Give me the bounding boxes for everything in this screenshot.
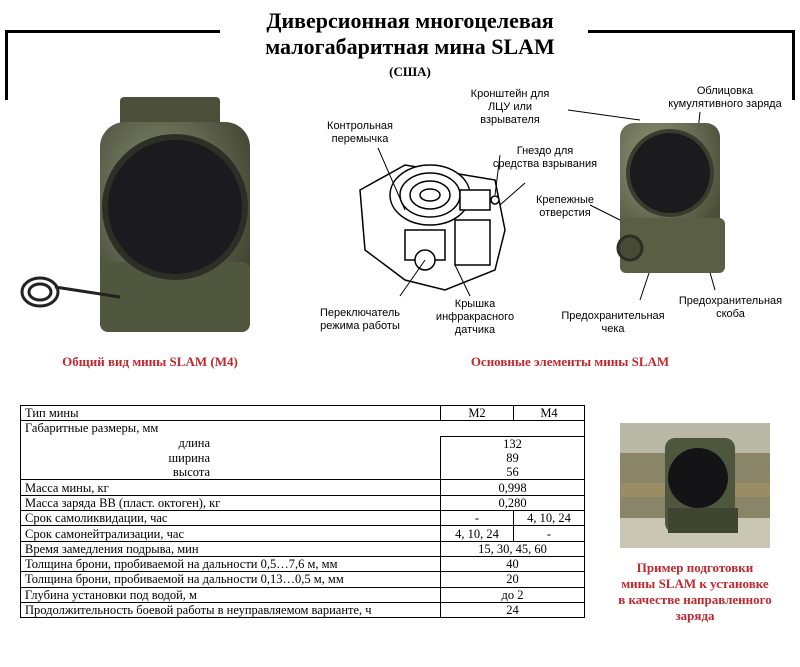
- callout-charge-liner: Облицовка кумулятивного заряда: [668, 85, 782, 110]
- self-destruct-m4: 4, 10, 24: [514, 511, 585, 526]
- main-elements-caption: Основные элементы мины SLAM: [470, 354, 670, 369]
- mass-label: Масса мины, кг: [21, 480, 441, 495]
- table-row: [21, 465, 585, 480]
- callout-detonator-socket: Гнездо для средства взрывания: [492, 145, 598, 170]
- dim-height-label: высота: [21, 465, 441, 480]
- general-view-caption: Общий вид мины SLAM (M4): [62, 354, 238, 369]
- delay-label: Время замедления подрыва, мин: [21, 541, 441, 556]
- callout-safety-clip: Предохранительная скоба: [678, 295, 783, 320]
- armor-far-value: 40: [441, 556, 585, 571]
- header-label: Тип мины: [21, 406, 441, 421]
- callout-ir-cover: Крышка инфракрасного датчика: [435, 298, 515, 336]
- self-neutral-label: Срок самонейтрализации, час: [21, 526, 441, 541]
- armor-near-value: 20: [441, 572, 585, 587]
- page-title: Диверсионная многоцелевая малогабаритная мина SLAM: [265, 8, 555, 59]
- header-m2: M2: [441, 406, 514, 421]
- dim-width-label: ширина: [21, 451, 441, 465]
- dim-height-value: 56: [441, 465, 585, 480]
- self-neutral-m4: -: [514, 526, 585, 541]
- callout-safety-pin: Предохранительная чека: [561, 310, 665, 335]
- duration-value: 24: [441, 602, 585, 617]
- depth-value: до 2: [441, 587, 585, 602]
- table-row: [21, 556, 585, 571]
- mine-elements-image: [600, 118, 735, 288]
- table-row: [21, 587, 585, 602]
- armor-near-label: Толщина брони, пробиваемой на дальности 0,13…0,5 м, мм: [21, 572, 441, 587]
- table-row: [21, 421, 585, 436]
- callout-bracket: Кронштейн для ЛЦУ или взрывателя: [470, 88, 550, 126]
- table-row: [21, 572, 585, 587]
- charge-mass-value: 0,280: [441, 495, 585, 510]
- callout-mode-switch: Переключатель режима работы: [319, 307, 401, 332]
- self-destruct-label: Срок самоликвидации, час: [21, 511, 441, 526]
- depth-label: Глубина установки под водой, м: [21, 587, 441, 602]
- dim-length-label: длина: [21, 436, 441, 451]
- self-neutral-m2: 4, 10, 24: [441, 526, 514, 541]
- armor-far-label: Толщина брони, пробиваемой на дальности 0,5…7,6 м, мм: [21, 556, 441, 571]
- country-label: (США): [389, 64, 431, 79]
- mass-value: 0,998: [441, 480, 585, 495]
- mine-installation-example-image: [620, 423, 770, 548]
- self-destruct-m2: -: [441, 511, 514, 526]
- table-row: [21, 480, 585, 495]
- table-row: [21, 541, 585, 556]
- table-row: [21, 436, 585, 451]
- installation-example-caption: Пример подготовки мины SLAM к установке в качестве направленного заряда: [618, 560, 772, 623]
- table-row: [21, 602, 585, 617]
- table-row: [21, 511, 585, 526]
- specification-table: [20, 405, 585, 618]
- dim-length-value: 132: [441, 436, 585, 451]
- charge-mass-label: Масса заряда ВВ (пласт. октоген), кг: [21, 495, 441, 510]
- delay-value: 15, 30, 45, 60: [441, 541, 585, 556]
- dim-width-value: 89: [441, 451, 585, 465]
- duration-label: Продолжительность боевой работы в неуправляемом варианте, ч: [21, 602, 441, 617]
- table-row: [21, 451, 585, 465]
- callout-control-jumper: Контрольная перемычка: [327, 120, 393, 145]
- dims-label: Габаритные размеры, мм: [21, 421, 585, 436]
- callout-mount-holes: Крепежные отверстия: [535, 194, 595, 219]
- table-row: [21, 526, 585, 541]
- header-m4: M4: [514, 406, 585, 421]
- table-row: [21, 495, 585, 510]
- table-header-row: [21, 406, 585, 421]
